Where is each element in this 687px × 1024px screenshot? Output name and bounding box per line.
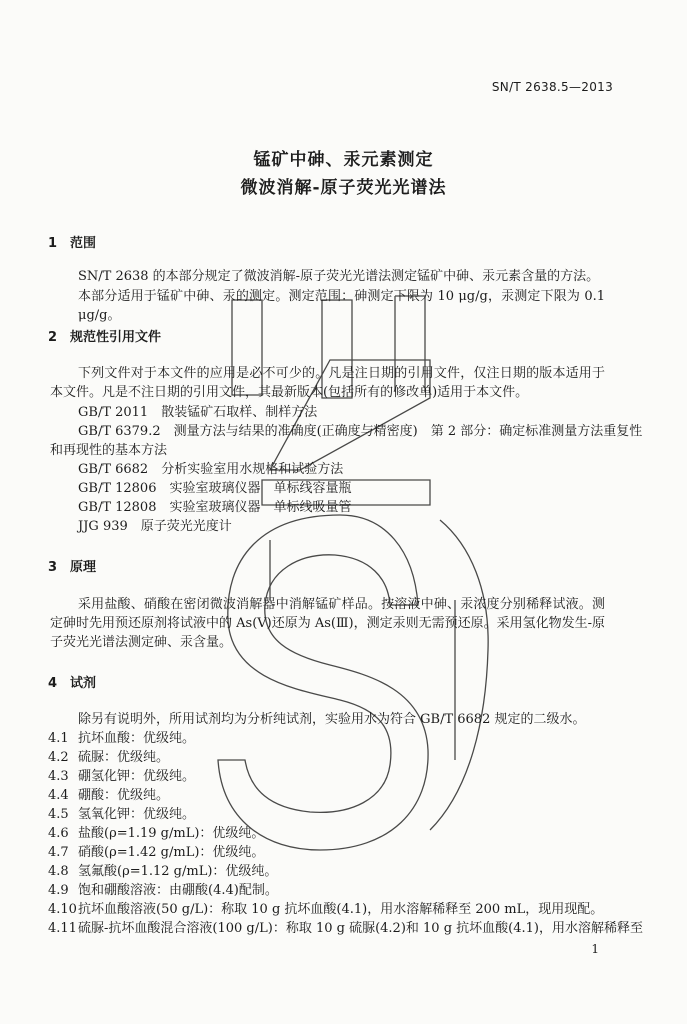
reagent-number: 4.5	[48, 807, 69, 822]
section-number: 1	[48, 236, 58, 251]
section-4-heading	[48, 672, 96, 691]
reference-item: JJG 939 原子荧光光度计	[78, 519, 232, 534]
section-number: 4	[48, 676, 58, 691]
section-number: 3	[48, 560, 58, 575]
reagent-number: 4.7	[48, 845, 69, 860]
section-title: 范围	[70, 236, 97, 251]
reagent-item	[48, 729, 195, 748]
document-title-line1: 锰矿中砷、汞元素测定	[253, 150, 434, 170]
reagent-item	[48, 824, 264, 843]
section-3-heading	[48, 556, 96, 575]
reagent-text: 抗坏血酸：优级纯。	[78, 731, 196, 746]
reagent-text: 抗坏血酸溶液(50 g/L)：称取 10 g 抗坏血酸(4.1)，用水溶解稀释至 200 mL，现用现配。	[78, 902, 604, 917]
reagent-number: 4.2	[48, 750, 69, 765]
reagent-item	[48, 786, 169, 805]
reagent-text: 饱和硼酸溶液：由硼酸(4.4)配制。	[78, 883, 278, 898]
reagent-number: 4.9	[48, 883, 69, 898]
reagent-number: 4.11	[48, 921, 77, 936]
section-2-intro: 下列文件对于本文件的应用是必不可少的。凡是注日期的引用文件，仅注日期的版本适用于本文件。凡是不注日期的引用文件，其最新版本(包括所有的修改单)适用于本文件。	[50, 366, 605, 400]
standard-code: SN/T 2638.5—2013	[491, 80, 613, 94]
reference-item: GB/T 6379.2 测量方法与结果的准确度(正确度与精密度) 第 2 部分：确定标准测量方法重复性	[78, 424, 643, 439]
section-title: 规范性引用文件	[70, 330, 162, 345]
reagent-text: 硫脲-抗坏血酸混合溶液(100 g/L)：称取 10 g 硫脲(4.2)和 10 g 抗坏血酸(4.1)，用水溶解稀释至	[78, 921, 643, 936]
reagent-number: 4.1	[48, 731, 69, 746]
section-title: 原理	[70, 560, 97, 575]
reagent-text: 硝酸(ρ=1.42 g/mL)：优级纯。	[78, 845, 265, 860]
reference-item: GB/T 12806 实验室玻璃仪器 单标线容量瓶	[78, 481, 352, 496]
reference-item: GB/T 12808 实验室玻璃仪器 单标线吸量管	[78, 500, 352, 515]
reagent-text: 氢氧化钾：优级纯。	[78, 807, 196, 822]
reagent-number: 4.4	[48, 788, 69, 803]
section-title: 试剂	[70, 676, 97, 691]
reagent-text: 氢氟酸(ρ=1.12 g/mL)：优级纯。	[78, 864, 278, 879]
reagent-number: 4.6	[48, 826, 69, 841]
section-1-heading	[48, 232, 96, 251]
reagent-text: 硼氢化钾：优级纯。	[78, 769, 196, 784]
reference-item-continued: 和再现性的基本方法	[50, 443, 168, 458]
reagent-item	[48, 881, 278, 900]
reagent-item	[48, 767, 195, 786]
section-4-intro: 除另有说明外，所用试剂均为分析纯试剂，实验用水为符合 GB/T 6682 规定的二级水。	[78, 712, 586, 727]
reagent-item	[48, 843, 264, 862]
section-3-paragraph: 采用盐酸、硝酸在密闭微波消解器中消解锰矿样品。按溶液中砷、汞浓度分别稀释试液。测定砷时先用预还原剂将试液中的 As(Ⅴ)还原为 As(Ⅲ)，测定汞则无需预还原。采用氢化物发生-原子荧光光谱法测定砷、汞含量。	[50, 597, 605, 650]
reagent-text: 硼酸：优级纯。	[78, 788, 170, 803]
reagent-number: 4.10	[48, 902, 77, 917]
section-1-paragraph-2: 本部分适用于锰矿中砷、汞的测定。测定范围：砷测定下限为 10 μg/g，汞测定下限为 0.1 μg/g。	[78, 289, 605, 323]
document-title-line2: 微波消解-原子荧光光谱法	[240, 178, 447, 198]
reagent-item	[48, 919, 643, 938]
section-1-paragraph-1: SN/T 2638 的本部分规定了微波消解-原子荧光光谱法测定锰矿中砷、汞元素含量的方法。	[78, 269, 600, 284]
reference-item: GB/T 6682 分析实验室用水规格和试验方法	[78, 462, 344, 477]
page-number: 1	[591, 942, 599, 956]
reagent-item	[48, 900, 603, 919]
reagent-item	[48, 748, 169, 767]
reference-item: GB/T 2011 散装锰矿石取样、制样方法	[78, 405, 318, 420]
reagent-number: 4.3	[48, 769, 69, 784]
reagent-text: 盐酸(ρ=1.19 g/mL)：优级纯。	[78, 826, 265, 841]
reagent-item	[48, 862, 277, 881]
section-2-heading	[48, 326, 161, 345]
reagent-number: 4.8	[48, 864, 69, 879]
reagent-item	[48, 805, 195, 824]
section-number: 2	[48, 330, 58, 345]
reagent-text: 硫脲：优级纯。	[78, 750, 170, 765]
